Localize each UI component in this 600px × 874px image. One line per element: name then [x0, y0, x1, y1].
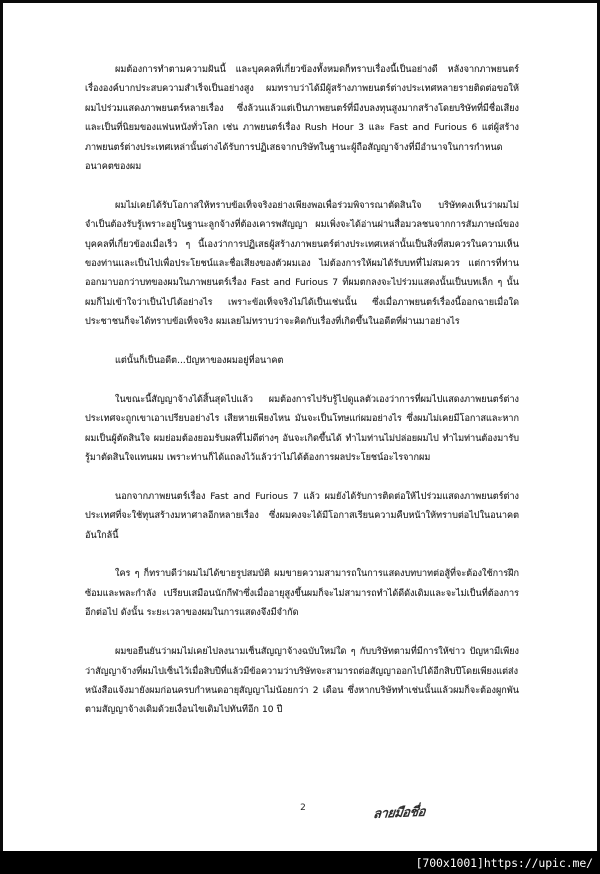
- paragraph: นอกจากภาพยนตร์เรื่อง Fast and Furious 7 แล้ว ผมยังได้รับการติดต่อให้ไปร่วมแสดงภาพยนตร์ต่างประเทศที่จะใช้ทุนสร้างมหาศาลอีกหลายเรื่อง ซึ่งผมคงจะได้มีโอกาสเรียนความคืบหน้าให้ทราบต่อไปในอนาคตอันใกล้นี้: [85, 491, 519, 541]
- paper-surface: [3, 3, 597, 852]
- paragraph: ผมไม่เคยได้รับโอกาสให้ทราบข้อเท็จจริงอย่างเพียงพอเพื่อร่วมพิจารณาตัดสินใจ บริษัทคงเห็นว่าผมไม่จำเป็นต้องรับรู้เพราะอยู่ในฐานะลูกจ้างที่ต้องเคารพสัญญา ผมเพิ่งจะได้อ่านผ่านสื่อมวลชนจากการสัมภาษณ์ของบุคคลที่เกี่ยวข้องเมื่อเร็ว ๆ นี้เองว่าการปฏิเสธผู้สร้างภาพยนตร์ต่างประเทศเหล่านั้นเป็นสิ่งที่สมควรในความเห็นของท่านและเป็นไปเพื่อประโยชน์และชื่อเสียงของตัวผมเอง ไม่ต้องการให้ผมได้รับบทที่ไม่สมควร แต่การที่ท่านออกมาบอกว่าบทของผมในภาพยนตร์เรื่อง Fast and Furious 7 ที่ผมตกลงจะไปร่วมแสดงนั้นเป็นบทเล็ก ๆ นั้นผมก็ไม่เข้าใจว่าเป็นไปได้อย่างไร เพราะข้อเท็จจริงไม่ได้เป็นเช่นนั้น ซึ่งเมื่อภาพยนตร์เรื่องนี้ออกฉายเมื่อใดประชาชนก็จะได้ทราบข้อเท็จจริง ผมเลยไม่ทราบว่าจะคิดกับเรื่องที่เกิดขึ้นในอดีตที่ผ่านมาอย่างไร: [85, 200, 519, 328]
- watermark-text: [700x1001]https://upic.me/: [415, 856, 593, 870]
- page-number: 2: [300, 803, 306, 813]
- handwritten-signature: ลายมือชื่อ: [372, 804, 426, 823]
- paragraph: แต่นั้นก็เป็นอดีต...ปัญหาของผมอยู่ที่อนาคต: [115, 356, 284, 367]
- paragraph: ผมขอยืนยันว่าผมไม่เคยไปลงนามเซ็นสัญญาจ้างฉบับใหม่ใด ๆ กับบริษัทตามที่มีการให้ข่าว ปัญหามีเพียงว่าสัญญาจ้างที่ผมไปเซ็นไว้เมื่อสิบปีที่แล้วมีข้อความว่าบริษัทจะสามารถต่อสัญญาออกไปได้อีกสิบปีโดยเพียงแต่ส่งหนังสือแจ้งมายังผมก่อนครบกำหนดอายุสัญญาไม่น้อยกว่า 2 เดือน ซึ่งหากบริษัททำเช่นนั้นแล้วผมก็จะต้องผูกพันตามสัญญาจ้างเดิมด้วยเงื่อนไขเดิมไปทันทีอีก 10 ปี: [85, 647, 519, 716]
- paragraph: ในขณะนี้สัญญาจ้างได้สิ้นสุดไปแล้ว ผมต้องการไปรับรู้ไปดูแลตัวเองว่าการที่ผมไปแสดงภาพยนตร์ต่างประเทศจะถูกเขาเอาเปรียบอย่างไร เสียหายเพียงไหน มันจะเป็นโทษแก่ผมอย่างไร ซึ่งผมไม่เคยมีโอกาสและหากผมเป็นผู้ตัดสินใจ ผมย่อมต้องยอมรับผลที่ไม่ดีต่างๆ อันจะเกิดขึ้นได้ ทำไมท่านไม่ปล่อยผมไป ทำไมท่านต้องมารับรู้มาตัดสินใจแทนผม เพราะท่านก็ได้แถลงไว้แล้วว่าไม่ได้ต้องการผลประโยชน์อะไรจากผม: [85, 394, 519, 464]
- paragraph: ผมต้องการทำตามความฝันนี้ และบุคคลที่เกี่ยวข้องทั้งหมดก็ทราบเรื่องนี้เป็นอย่างดี หลังจากภาพยนตร์เรื่ององค์บากประสบความสำเร็จเป็นอย่างสูง ผมทราบว่าได้มีผู้สร้างภาพยนตร์ต่างประเทศหลายรายติดต่อขอให้ผมไปร่วมแสดงภาพยนตร์หลายเรื่อง ซึ่งล้วนแล้วแต่เป็นภาพยนตร์ที่มีงบลงทุนสูงมากสร้างโดยบริษัทที่มีชื่อเสียงและเป็นที่นิยมของแฟนหนังทั่วโลก เช่น ภาพยนตร์เรื่อง Rush Hour 3 และ Fast and Furious 6 แต่ผู้สร้างภาพยนตร์ต่างประเทศเหล่านั้นต่างได้รับการปฏิเสธจากบริษัทในฐานะผู้ถือสัญญาจ้างที่มีอำนาจในการกำหนดอนาคตของผม: [85, 65, 519, 173]
- paragraph: ใคร ๆ ก็ทราบดีว่าผมไม่ได้ขายรูปสมบัติ ผมขายความสามารถในการแสดงบทบาทต่อสู้ที่จะต้องใช้การฝึกซ้อมและพละกำลัง เปรียบเสมือนนักกีฬาซึ่งเมื่ออายุสูงขึ้นผมก็จะไม่สามารถทำได้ดีดังเดิมและจะไม่เป็นที่ต้องการอีกต่อไป ดังนั้น ระยะเวลาของผมในการแสดงจึงมีจำกัด: [85, 569, 519, 619]
- document-text-body: [85, 61, 519, 721]
